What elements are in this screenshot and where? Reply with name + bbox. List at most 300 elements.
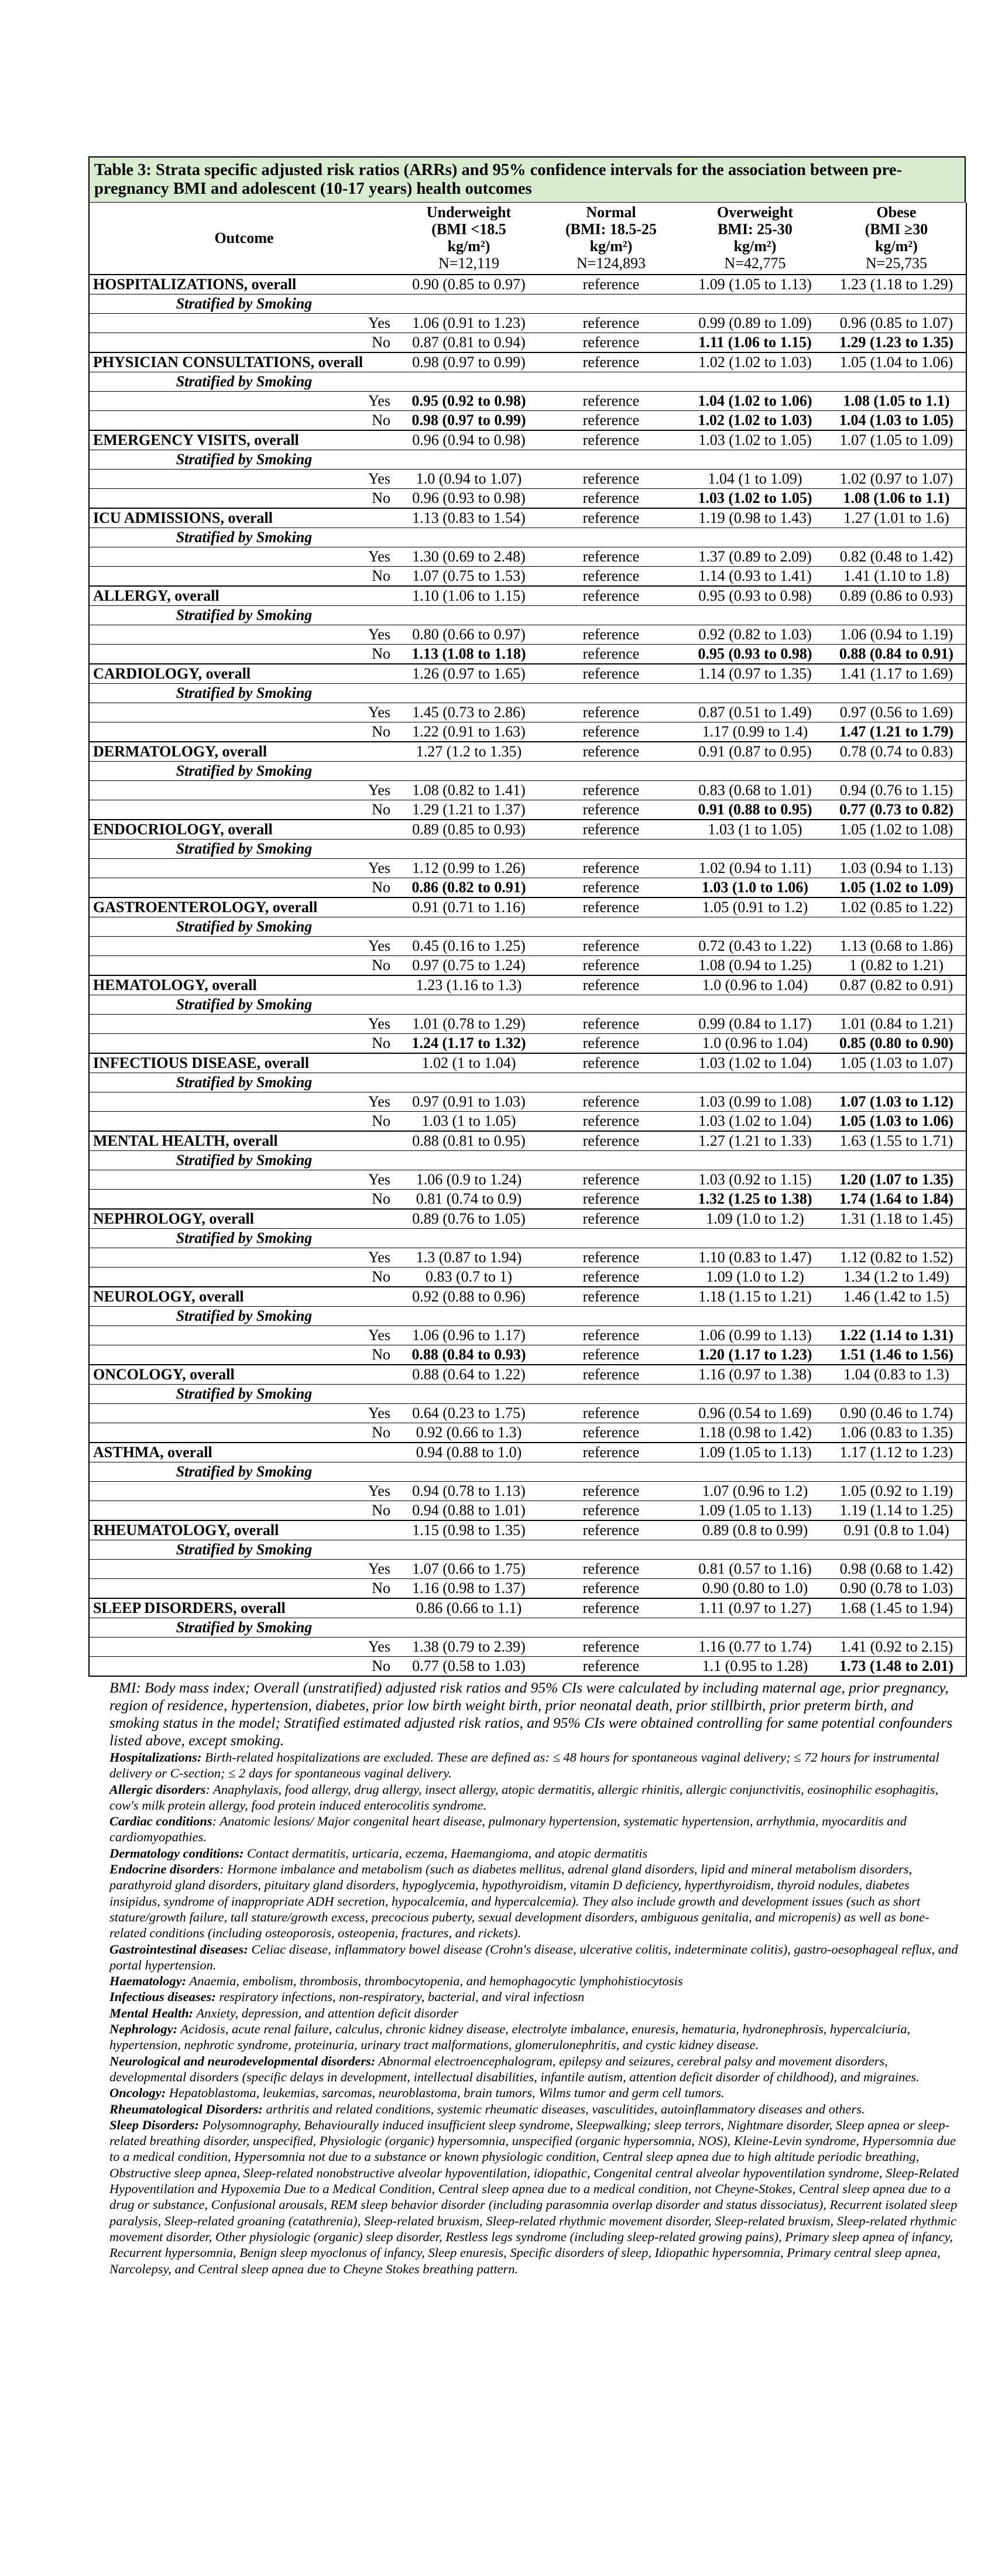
obese-arr: 1.27 (1.01 to 1.6) xyxy=(827,508,966,528)
empty-cell xyxy=(683,995,827,1015)
underweight-header xyxy=(399,203,539,275)
obese-arr: 1.05 (1.02 to 1.08) xyxy=(827,820,966,840)
table-row-yes xyxy=(89,392,966,411)
empty-cell xyxy=(399,1618,539,1638)
obese-n: N=25,735 xyxy=(866,255,927,272)
underweight-arr: 1.24 (1.17 to 1.32) xyxy=(399,1034,539,1054)
underweight-arr: 1.3 (0.87 to 1.94) xyxy=(399,1248,539,1268)
empty-cell xyxy=(683,840,827,859)
smoking-yes-label: Yes xyxy=(89,1248,399,1268)
empty-cell xyxy=(539,1385,683,1404)
empty-cell xyxy=(399,1385,539,1404)
obese-arr: 0.98 (0.68 to 1.42) xyxy=(827,1560,966,1579)
table-row xyxy=(89,820,966,840)
empty-cell xyxy=(827,1151,966,1170)
obese-arr: 1.02 (0.97 to 1.07) xyxy=(827,470,966,489)
normal-reference: reference xyxy=(539,489,683,509)
footnote-text: Contact dermatitis, urticaria, eczema, Haemangioma, and atopic dermatitis xyxy=(243,1845,648,1861)
overweight-label: Overweight xyxy=(717,204,793,221)
overweight-arr: 1.03 (1.02 to 1.05) xyxy=(683,489,827,509)
table-row-yes xyxy=(89,703,966,722)
smoking-no-label: No xyxy=(89,489,399,509)
empty-cell xyxy=(683,1462,827,1482)
footnote-label: Endocrine disorders xyxy=(109,1862,220,1877)
table-row-yes xyxy=(89,470,966,489)
overweight-arr: 1.02 (0.94 to 1.11) xyxy=(683,859,827,878)
underweight-arr: 0.45 (0.16 to 1.25) xyxy=(399,937,539,956)
empty-cell xyxy=(827,840,966,859)
normal-label: Normal xyxy=(586,204,636,221)
strata-label-row xyxy=(89,1151,966,1170)
empty-cell xyxy=(827,995,966,1015)
outcome-name: ENDOCRIOLOGY, overall xyxy=(89,820,399,840)
footnote-label: Nephrology: xyxy=(109,2022,178,2037)
footnote-text: BMI: Body mass index; Overall (unstratified) adjusted risk ratios and 95% CIs were calculated by including maternal age, prior pregnancy, region of residence, hypertension, diabetes, prior low birth weight birth, prior neonatal death, prior stillbirth, prior preterm birth, and smoking status in the model; Stratified estimated adjusted risk ratios, and 95% CIs were obtained controlling for same potential confounders listed above, except smoking. xyxy=(109,1679,953,1749)
strata-label-row xyxy=(89,1462,966,1482)
normal-reference: reference xyxy=(539,1248,683,1268)
empty-cell xyxy=(827,1385,966,1404)
overweight-arr: 1.09 (1.0 to 1.2) xyxy=(683,1268,827,1287)
empty-cell xyxy=(539,1307,683,1326)
smoking-yes-label: Yes xyxy=(89,314,399,333)
footnote-label: Neurological and neurodevelopmental disorders: xyxy=(109,2053,376,2068)
normal-header xyxy=(539,203,683,275)
smoking-no-label: No xyxy=(89,1268,399,1287)
strata-label-row xyxy=(89,684,966,703)
overweight-arr: 0.95 (0.93 to 0.98) xyxy=(683,586,827,606)
empty-cell xyxy=(827,450,966,470)
obese-unit: kg/m²) xyxy=(875,238,918,255)
empty-cell xyxy=(399,528,539,547)
overweight-arr: 1.09 (1.05 to 1.13) xyxy=(683,1443,827,1462)
underweight-arr: 0.80 (0.66 to 0.97) xyxy=(399,625,539,645)
strata-label-row xyxy=(89,1073,966,1092)
overweight-arr: 1.07 (0.96 to 1.2) xyxy=(683,1482,827,1501)
table-row xyxy=(89,352,966,372)
strata-label-row xyxy=(89,450,966,470)
underweight-arr: 0.96 (0.93 to 0.98) xyxy=(399,489,539,509)
table-row-no xyxy=(89,1501,966,1521)
obese-arr: 1.02 (0.85 to 1.22) xyxy=(827,898,966,917)
normal-reference: reference xyxy=(539,275,683,294)
smoking-yes-label: Yes xyxy=(89,1170,399,1190)
overweight-arr: 1.03 (0.92 to 1.15) xyxy=(683,1170,827,1190)
obese-arr: 0.90 (0.78 to 1.03) xyxy=(827,1579,966,1599)
underweight-arr: 1.26 (0.97 to 1.65) xyxy=(399,664,539,684)
overweight-arr: 1.32 (1.25 to 1.38) xyxy=(683,1190,827,1210)
table-row xyxy=(89,1520,966,1540)
empty-cell xyxy=(827,684,966,703)
table-body xyxy=(89,275,966,1676)
obese-arr: 1.29 (1.23 to 1.35) xyxy=(827,333,966,353)
normal-reference: reference xyxy=(539,1034,683,1054)
normal-reference: reference xyxy=(539,411,683,431)
empty-cell xyxy=(399,995,539,1015)
overweight-arr: 1.20 (1.17 to 1.23) xyxy=(683,1345,827,1365)
strata-label-row xyxy=(89,1618,966,1638)
normal-reference: reference xyxy=(539,1365,683,1385)
normal-reference: reference xyxy=(539,781,683,800)
empty-cell xyxy=(539,917,683,937)
normal-reference: reference xyxy=(539,1560,683,1579)
strata-label-row xyxy=(89,1540,966,1560)
underweight-arr: 1.07 (0.66 to 1.75) xyxy=(399,1560,539,1579)
overweight-arr: 1.16 (0.97 to 1.38) xyxy=(683,1365,827,1385)
obese-header xyxy=(827,203,966,275)
overweight-arr: 1.03 (1.02 to 1.05) xyxy=(683,430,827,450)
table-row-no xyxy=(89,645,966,664)
obese-range: (BMI ≥30 xyxy=(864,221,928,238)
outcome-name: ASTHMA, overall xyxy=(89,1443,399,1462)
underweight-arr: 1.06 (0.91 to 1.23) xyxy=(399,314,539,333)
overweight-arr: 1.18 (0.98 to 1.42) xyxy=(683,1423,827,1443)
outcome-name: HOSPITALIZATIONS, overall xyxy=(89,275,399,294)
smoking-no-label: No xyxy=(89,1345,399,1365)
footnote-label: Dermatology conditions: xyxy=(109,1845,244,1861)
overweight-arr: 1.11 (1.06 to 1.15) xyxy=(683,333,827,353)
empty-cell xyxy=(539,1462,683,1482)
normal-reference: reference xyxy=(539,392,683,411)
obese-arr: 1.74 (1.64 to 1.84) xyxy=(827,1190,966,1210)
outcome-name: DERMATOLOGY, overall xyxy=(89,742,399,762)
obese-arr: 1.22 (1.14 to 1.31) xyxy=(827,1326,966,1345)
obese-arr: 1.46 (1.42 to 1.5) xyxy=(827,1287,966,1307)
strata-label-row xyxy=(89,372,966,392)
normal-reference: reference xyxy=(539,625,683,645)
table-row xyxy=(89,586,966,606)
footnote-label: Oncology: xyxy=(109,2085,166,2101)
table-row xyxy=(89,742,966,762)
normal-reference: reference xyxy=(539,1268,683,1287)
empty-cell xyxy=(399,917,539,937)
normal-reference: reference xyxy=(539,664,683,684)
results-table xyxy=(88,203,967,1677)
smoking-no-label: No xyxy=(89,567,399,587)
smoking-yes-label: Yes xyxy=(89,1482,399,1501)
overweight-range: BMI: 25-30 xyxy=(718,221,792,238)
outcome-name: CARDIOLOGY, overall xyxy=(89,664,399,684)
obese-arr: 1.41 (1.10 to 1.8) xyxy=(827,567,966,587)
normal-reference: reference xyxy=(539,1657,683,1677)
empty-cell xyxy=(539,995,683,1015)
obese-label: Obese xyxy=(876,204,917,221)
normal-reference: reference xyxy=(539,1170,683,1190)
empty-cell xyxy=(827,1462,966,1482)
normal-reference: reference xyxy=(539,1520,683,1540)
obese-arr: 0.88 (0.84 to 0.91) xyxy=(827,645,966,664)
overweight-arr: 1.03 (1.02 to 1.04) xyxy=(683,1053,827,1073)
table-row xyxy=(89,1131,966,1151)
footnote-label: Haematology: xyxy=(109,1974,187,1989)
obese-arr: 0.85 (0.80 to 0.90) xyxy=(827,1034,966,1054)
empty-cell xyxy=(683,762,827,781)
footnote-text: arthritis and related conditions, systemic rheumatic diseases, vasculitides, autoinflammatory diseases and others. xyxy=(262,2101,865,2116)
empty-cell xyxy=(683,528,827,547)
obese-arr: 0.82 (0.48 to 1.42) xyxy=(827,547,966,567)
underweight-arr: 0.92 (0.66 to 1.3) xyxy=(399,1423,539,1443)
overweight-arr: 0.81 (0.57 to 1.16) xyxy=(683,1560,827,1579)
underweight-arr: 0.92 (0.88 to 0.96) xyxy=(399,1287,539,1307)
normal-reference: reference xyxy=(539,1190,683,1210)
empty-cell xyxy=(827,528,966,547)
footnote xyxy=(109,1941,963,1974)
overweight-arr: 0.72 (0.43 to 1.22) xyxy=(683,937,827,956)
normal-reference: reference xyxy=(539,567,683,587)
empty-cell xyxy=(539,372,683,392)
smoking-yes-label: Yes xyxy=(89,781,399,800)
overweight-arr: 1.0 (0.96 to 1.04) xyxy=(683,1034,827,1054)
footnote-text: Birth-related hospitalizations are excluded. These are defined as: ≤ 48 hours for spontaneous vaginal delivery; ≤ 72 hours for instrumental delivery or C-section; ≤ 2 days for spontaneous vaginal delivery. xyxy=(109,1750,939,1781)
overweight-arr: 1.03 (0.99 to 1.08) xyxy=(683,1092,827,1112)
empty-cell xyxy=(539,606,683,625)
empty-cell xyxy=(827,372,966,392)
empty-cell xyxy=(539,294,683,314)
underweight-arr: 0.77 (0.58 to 1.03) xyxy=(399,1657,539,1677)
smoking-yes-label: Yes xyxy=(89,1560,399,1579)
underweight-unit: kg/m²) xyxy=(447,238,490,255)
normal-reference: reference xyxy=(539,1053,683,1073)
normal-reference: reference xyxy=(539,820,683,840)
obese-arr: 1.19 (1.14 to 1.25) xyxy=(827,1501,966,1521)
table-footnotes xyxy=(88,1679,966,2277)
obese-arr: 1.06 (0.94 to 1.19) xyxy=(827,625,966,645)
smoking-yes-label: Yes xyxy=(89,470,399,489)
strata-label: Stratified by Smoking xyxy=(89,528,399,547)
overweight-arr: 1.10 (0.83 to 1.47) xyxy=(683,1248,827,1268)
smoking-no-label: No xyxy=(89,878,399,898)
empty-cell xyxy=(683,1618,827,1638)
footnote xyxy=(109,2053,963,2085)
overweight-arr: 1.09 (1.05 to 1.13) xyxy=(683,275,827,294)
strata-label-row xyxy=(89,1307,966,1326)
outcome-header: Outcome xyxy=(89,203,399,275)
underweight-arr: 1.27 (1.2 to 1.35) xyxy=(399,742,539,762)
table-row xyxy=(89,1053,966,1073)
obese-arr: 1.05 (1.03 to 1.07) xyxy=(827,1053,966,1073)
normal-reference: reference xyxy=(539,1345,683,1365)
footnote-text: Hepatoblastoma, leukemias, sarcomas, neuroblastoma, brain tumors, Wilms tumor and germ cell tumors. xyxy=(166,2085,725,2101)
outcome-name: ONCOLOGY, overall xyxy=(89,1365,399,1385)
table-row xyxy=(89,1598,966,1618)
smoking-no-label: No xyxy=(89,1034,399,1054)
underweight-arr: 0.98 (0.97 to 0.99) xyxy=(399,352,539,372)
obese-arr: 1.20 (1.07 to 1.35) xyxy=(827,1170,966,1190)
table-row-yes xyxy=(89,859,966,878)
normal-reference: reference xyxy=(539,1112,683,1132)
overweight-unit: kg/m²) xyxy=(733,238,777,255)
empty-cell xyxy=(827,1229,966,1248)
table-row-yes xyxy=(89,1482,966,1501)
table-row-no xyxy=(89,956,966,976)
table-row-yes xyxy=(89,1404,966,1423)
empty-cell xyxy=(399,1462,539,1482)
overweight-arr: 0.99 (0.89 to 1.09) xyxy=(683,314,827,333)
footnote xyxy=(109,1749,963,1782)
smoking-yes-label: Yes xyxy=(89,1326,399,1345)
obese-arr: 1 (0.82 to 1.21) xyxy=(827,956,966,976)
normal-reference: reference xyxy=(539,703,683,722)
empty-cell xyxy=(683,294,827,314)
underweight-arr: 1.02 (1 to 1.04) xyxy=(399,1053,539,1073)
underweight-arr: 0.95 (0.92 to 0.98) xyxy=(399,392,539,411)
obese-arr: 0.90 (0.46 to 1.74) xyxy=(827,1404,966,1423)
overweight-header xyxy=(683,203,827,275)
table-row-no xyxy=(89,1423,966,1443)
underweight-arr: 1.45 (0.73 to 2.86) xyxy=(399,703,539,722)
table-row-yes xyxy=(89,1092,966,1112)
empty-cell xyxy=(539,528,683,547)
overweight-arr: 0.96 (0.54 to 1.69) xyxy=(683,1404,827,1423)
table-row xyxy=(89,508,966,528)
underweight-arr: 0.97 (0.75 to 1.24) xyxy=(399,956,539,976)
empty-cell xyxy=(683,684,827,703)
overweight-arr: 1.16 (0.77 to 1.74) xyxy=(683,1638,827,1657)
outcome-name: NEUROLOGY, overall xyxy=(89,1287,399,1307)
table-row-yes xyxy=(89,1170,966,1190)
normal-reference: reference xyxy=(539,937,683,956)
strata-label: Stratified by Smoking xyxy=(89,1618,399,1638)
underweight-arr: 0.89 (0.85 to 0.93) xyxy=(399,820,539,840)
obese-arr: 1.63 (1.55 to 1.71) xyxy=(827,1131,966,1151)
empty-cell xyxy=(399,606,539,625)
strata-label-row xyxy=(89,995,966,1015)
outcome-name: SLEEP DISORDERS, overall xyxy=(89,1598,399,1618)
obese-arr: 1.41 (0.92 to 2.15) xyxy=(827,1638,966,1657)
empty-cell xyxy=(683,917,827,937)
footnote-text: Anaemia, embolism, thrombosis, thrombocytopenia, and hemophagocytic lymphohistiocytosis xyxy=(186,1974,683,1989)
obese-arr: 1.06 (0.83 to 1.35) xyxy=(827,1423,966,1443)
strata-label: Stratified by Smoking xyxy=(89,1229,399,1248)
overweight-arr: 1.06 (0.99 to 1.13) xyxy=(683,1326,827,1345)
strata-label: Stratified by Smoking xyxy=(89,684,399,703)
overweight-n: N=42,775 xyxy=(724,255,786,272)
empty-cell xyxy=(827,1307,966,1326)
strata-label: Stratified by Smoking xyxy=(89,995,399,1015)
overweight-arr: 1.04 (1.02 to 1.06) xyxy=(683,392,827,411)
normal-reference: reference xyxy=(539,1287,683,1307)
empty-cell xyxy=(827,606,966,625)
overweight-arr: 0.91 (0.87 to 0.95) xyxy=(683,742,827,762)
overweight-arr: 1.19 (0.98 to 1.43) xyxy=(683,508,827,528)
normal-reference: reference xyxy=(539,586,683,606)
obese-arr: 0.89 (0.86 to 0.93) xyxy=(827,586,966,606)
underweight-arr: 0.94 (0.88 to 1.01) xyxy=(399,1501,539,1521)
obese-arr: 1.34 (1.2 to 1.49) xyxy=(827,1268,966,1287)
normal-range: (BMI: 18.5-25 xyxy=(565,221,657,238)
underweight-arr: 0.96 (0.94 to 0.98) xyxy=(399,430,539,450)
empty-cell xyxy=(827,294,966,314)
obese-arr: 1.23 (1.18 to 1.29) xyxy=(827,275,966,294)
smoking-no-label: No xyxy=(89,1423,399,1443)
smoking-no-label: No xyxy=(89,956,399,976)
overweight-arr: 0.99 (0.84 to 1.17) xyxy=(683,1015,827,1034)
footnote xyxy=(109,2021,963,2053)
footnote-text: respiratory infections, non-respiratory, bacterial, and viral infectiosn xyxy=(215,1989,585,2005)
overweight-arr: 1.14 (0.97 to 1.35) xyxy=(683,664,827,684)
empty-cell xyxy=(827,762,966,781)
table-row xyxy=(89,275,966,294)
normal-reference: reference xyxy=(539,314,683,333)
empty-cell xyxy=(399,684,539,703)
strata-label: Stratified by Smoking xyxy=(89,372,399,392)
footnote-text: : Hormone imbalance and metabolism (such as diabetes mellitus, adrenal gland disorders, lipid and mineral metabolism disorders, parathyroid gland disorders, pituitary gland disorders, hypoglycemia, hypothyroidism, vitamin D deficiency, hyperthyroidism, thyroid nodules, diabetes insipidus, syndrome of inappropriate ADH secretion, hypocalcemia, and hypercalcemia). They also include growth and development issues (such as short stature/growth failure, tall stature/growth excess, precocious puberty, sexual development disorders, ambiguous genitalia, and micropenis) as well as bone-related conditions (including osteoporosis, osteopenia, fractures, and rickets). xyxy=(109,1862,929,1941)
table-row-no xyxy=(89,800,966,820)
strata-label-row xyxy=(89,606,966,625)
footnote-text: : Anaphylaxis, food allergy, drug allergy, insect allergy, atopic dermatitis, allergic rhinitis, allergic conjunctivitis, eosinophilic esophagitis, cow's milk protein allergy, food protein induced enterocolitis syndrome. xyxy=(109,1782,939,1813)
footnote-text: Polysomnography, Behaviourally induced insufficient sleep syndrome, Sleepwalking; sleep terrors, Nightmare disorder, Sleep apnea or sleep-related breathing disorder, unspecified, Physiologic (organic) hypersomnia, unspecified (organic hypersomnia, NOS), Kleine-Levin syndrome, Hypersomnia due to a medical condition, Hypersomnia not due to a substance or known physiologic condition, Central sleep apnea due to high altitude periodic breathing, Obstructive sleep apnea, Sleep-related nonobstructive alveolar hypoventilation, idiopathic, Congenital central alveolar hypoventilation syndrome, Sleep-Related Hypoventilation and Hypoxemia Due to a Medical Condition, Central sleep apnea due to a medical condition, not Cheyne-Stokes, Central sleep apnea due to a drug or substance, Confusional arousals, REM sleep behavior disorder (including parasomnia overlap disorder and status dissociatus), Recurrent isolated sleep paralysis, Sleep-related groaning (catathrenia), Sleep-related bruxism, Sleep-related rhythmic movement disorder, Sleep-related bruxism, Sleep-related rhythmic movement disorder, Other physiologic (organic) sleep disorder, Restless legs syndrome (including sleep-related growing pains), Primary sleep apnea of infancy, Recurrent hypersomnia, Benign sleep myoclonus of infancy, Sleep enuresis, Specific disorders of sleep, Idiopathic hypersomnia, Primary central sleep apnea, Narcolepsy, and Central sleep apnea due to Cheyne Stokes breathing pattern. xyxy=(109,2117,959,2276)
table-row-yes xyxy=(89,314,966,333)
obese-arr: 1.05 (1.04 to 1.06) xyxy=(827,352,966,372)
overweight-arr: 1.37 (0.89 to 2.09) xyxy=(683,547,827,567)
outcome-name: ICU ADMISSIONS, overall xyxy=(89,508,399,528)
underweight-arr: 1.10 (1.06 to 1.15) xyxy=(399,586,539,606)
outcome-name: GASTROENTEROLOGY, overall xyxy=(89,898,399,917)
smoking-yes-label: Yes xyxy=(89,625,399,645)
overweight-arr: 1.09 (1.0 to 1.2) xyxy=(683,1209,827,1229)
normal-reference: reference xyxy=(539,1579,683,1599)
empty-cell xyxy=(683,1385,827,1404)
table-row-yes xyxy=(89,1638,966,1657)
underweight-arr: 0.90 (0.85 to 0.97) xyxy=(399,275,539,294)
underweight-arr: 1.06 (0.9 to 1.24) xyxy=(399,1170,539,1190)
overweight-arr: 0.87 (0.51 to 1.49) xyxy=(683,703,827,722)
empty-cell xyxy=(827,917,966,937)
table-row-yes xyxy=(89,625,966,645)
overweight-arr: 0.83 (0.68 to 1.01) xyxy=(683,781,827,800)
strata-label: Stratified by Smoking xyxy=(89,606,399,625)
obese-arr: 0.97 (0.56 to 1.69) xyxy=(827,703,966,722)
footnote-label: Mental Health: xyxy=(109,2005,194,2020)
table-row-yes xyxy=(89,1015,966,1034)
table-row-yes xyxy=(89,547,966,567)
empty-cell xyxy=(399,1073,539,1092)
underweight-arr: 0.94 (0.78 to 1.13) xyxy=(399,1482,539,1501)
empty-cell xyxy=(399,762,539,781)
normal-reference: reference xyxy=(539,1638,683,1657)
underweight-arr: 1.03 (1 to 1.05) xyxy=(399,1112,539,1132)
normal-reference: reference xyxy=(539,859,683,878)
normal-reference: reference xyxy=(539,1015,683,1034)
footnote-label: Hospitalizations: xyxy=(109,1750,202,1765)
strata-label-row xyxy=(89,917,966,937)
empty-cell xyxy=(683,1540,827,1560)
underweight-n: N=12,119 xyxy=(438,255,499,272)
overweight-arr: 0.95 (0.93 to 0.98) xyxy=(683,645,827,664)
table-row-no xyxy=(89,1268,966,1287)
normal-reference: reference xyxy=(539,547,683,567)
smoking-no-label: No xyxy=(89,645,399,664)
obese-arr: 1.05 (0.92 to 1.19) xyxy=(827,1482,966,1501)
underweight-label: Underweight xyxy=(426,204,512,221)
normal-reference: reference xyxy=(539,430,683,450)
footnote-label: Infectious diseases: xyxy=(109,1989,216,2005)
empty-cell xyxy=(539,1540,683,1560)
strata-label-row xyxy=(89,840,966,859)
table-row-no xyxy=(89,1034,966,1054)
normal-reference: reference xyxy=(539,898,683,917)
smoking-no-label: No xyxy=(89,411,399,431)
obese-arr: 1.51 (1.46 to 1.56) xyxy=(827,1345,966,1365)
underweight-arr: 0.81 (0.74 to 0.9) xyxy=(399,1190,539,1210)
obese-arr: 1.04 (0.83 to 1.3) xyxy=(827,1365,966,1385)
underweight-arr: 0.98 (0.97 to 0.99) xyxy=(399,411,539,431)
underweight-arr: 0.88 (0.84 to 0.93) xyxy=(399,1345,539,1365)
overweight-arr: 0.90 (0.80 to 1.0) xyxy=(683,1579,827,1599)
normal-reference: reference xyxy=(539,975,683,995)
table-row-yes xyxy=(89,1560,966,1579)
normal-reference: reference xyxy=(539,800,683,820)
normal-reference: reference xyxy=(539,645,683,664)
